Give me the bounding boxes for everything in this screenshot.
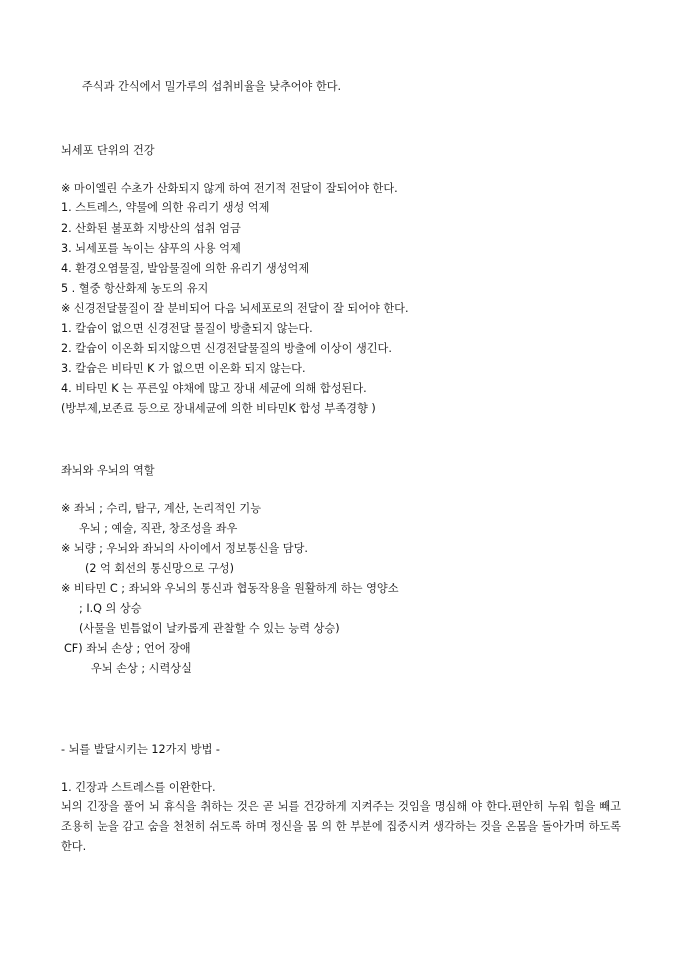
method-body: 뇌의 긴장을 풀어 뇌 휴식을 취하는 것은 곧 뇌를 건강하게 지켜주는 것임을 명심해 야 한다.편안히 누워 힘을 빼고 조용히 눈을 감고 숨을 천천히 쉬도록 하며 정신을 몸 의 한 부분에 집중시켜 생각하는 것을 온몸을 돌아가며 하도록 한다. — [61, 800, 621, 853]
list-item: 1. 칼슘이 없으면 신경전달 물질이 방출되지 않는다. — [61, 322, 313, 335]
role-line: ; I.Q 의 상승 — [79, 602, 142, 615]
list-item: 4. 환경오염물질, 발암물질에 의한 유리기 생성억제 — [61, 262, 310, 275]
method-title: 1. 긴장과 스트레스를 이완한다. — [61, 781, 216, 794]
list-item: 5 . 혈중 항산화제 농도의 유지 — [61, 282, 209, 295]
list-item: 1. 스트레스, 약물에 의한 유리기 생성 억제 — [61, 201, 270, 214]
intro-line: 주식과 간식에서 밀가루의 섭취비율을 낮추어야 한다. — [82, 80, 342, 93]
list-item: 2. 산화된 불포화 지방산의 섭취 엄금 — [61, 222, 241, 235]
role-line: 우뇌 ; 예술, 직관, 창조성을 좌우 — [79, 522, 238, 535]
list-item: 4. 비타민 K 는 푸른잎 야채에 많고 장내 세균에 의해 합성된다. — [61, 382, 367, 395]
list-item: 3. 칼슘은 비타민 K 가 없으면 이온화 되지 않는다. — [61, 362, 306, 375]
role-line: CF) 좌뇌 손상 ; 언어 장애 — [64, 642, 191, 655]
role-line: 우뇌 손상 ; 시력상실 — [91, 662, 192, 675]
list-item: 3. 뇌세포를 녹이는 샴푸의 사용 억제 — [61, 242, 241, 255]
list-item: (방부제,보존료 등으로 장내세균에 의한 비타민K 합성 부족경향 ) — [61, 402, 376, 415]
role-line: ※ 뇌량 ; 우뇌와 좌뇌의 사이에서 정보통신을 담당. — [61, 542, 308, 555]
section-heading-12-methods: - 뇌를 발달시키는 12가지 방법 - — [61, 743, 220, 756]
role-line: ※ 좌뇌 ; 수리, 탐구, 계산, 논리적인 기능 — [61, 502, 262, 515]
section-heading-brain-roles: 좌뇌와 우뇌의 역할 — [61, 464, 155, 477]
note-neurotransmitter: ※ 신경전달물질이 잘 분비되어 다음 뇌세포로의 전달이 잘 되어야 한다. — [61, 302, 409, 315]
role-line: (2 억 회선의 통신망으로 구성) — [85, 562, 234, 575]
section-heading-neuron-health: 뇌세포 단위의 건강 — [61, 144, 155, 157]
role-line: ※ 비타민 C ; 좌뇌와 우뇌의 통신과 협동작용을 원활하게 하는 영양소 — [61, 582, 399, 595]
list-item: 2. 칼슘이 이온화 되지않으면 신경전달물질의 방출에 이상이 생긴다. — [61, 342, 392, 355]
role-line: (사물을 빈틈없이 날카롭게 관찰할 수 있는 능력 상승) — [79, 622, 340, 635]
note-myelin: ※ 마이엘린 수초가 산화되지 않게 하여 전기적 전달이 잘되어야 한다. — [61, 182, 398, 195]
